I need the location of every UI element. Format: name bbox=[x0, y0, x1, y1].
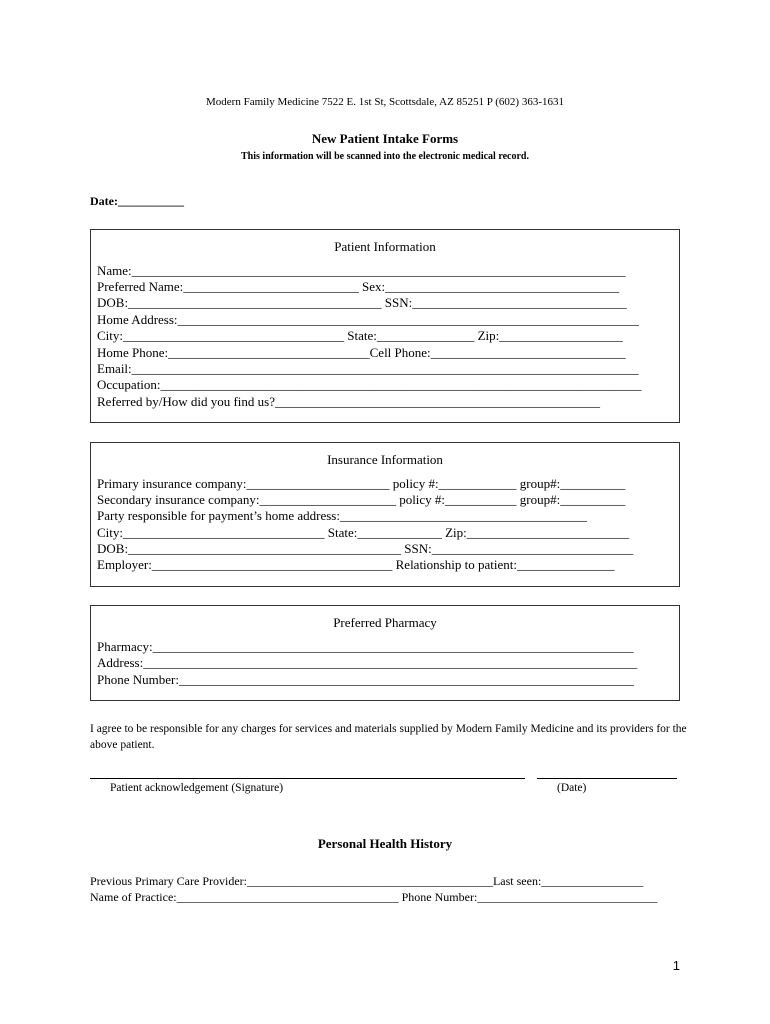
insurance-dob-ssn-field[interactable]: DOB:__________________________________________ SSN:_______________________________ bbox=[97, 541, 634, 556]
clinic-header: Modern Family Medicine 7522 E. 1st St, Scottsdale, AZ 85251 P (602) 363-1631 bbox=[206, 96, 564, 108]
pharmacy-address-field[interactable]: Address:____________________________________________________________________________ bbox=[97, 655, 638, 670]
signature-date-line[interactable] bbox=[537, 778, 677, 779]
phone-fields[interactable]: Home Phone:_______________________________Cell Phone:______________________________ bbox=[97, 345, 626, 360]
date-field[interactable]: Date:___________ bbox=[90, 194, 184, 208]
insurance-information-title: Insurance Information bbox=[327, 452, 443, 467]
pharmacy-field[interactable]: Pharmacy:__________________________________________________________________________ bbox=[97, 639, 634, 654]
primary-insurance-field[interactable]: Primary insurance company:______________________ policy #:____________ group#:__________ bbox=[97, 476, 626, 491]
city-state-zip-field[interactable]: City:__________________________________ State:_______________ Zip:___________________ bbox=[97, 328, 623, 343]
practice-phone-field[interactable]: Name of Practice:_____________________________________ Phone Number:______________________________ bbox=[90, 890, 658, 904]
insurance-city-state-zip-field[interactable]: City:_______________________________ State:_____________ Zip:_________________________ bbox=[97, 525, 630, 540]
home-address-field[interactable]: Home Address:_______________________________________________________________________ bbox=[97, 312, 640, 327]
occupation-field[interactable]: Occupation:__________________________________________________________________________ bbox=[97, 377, 642, 392]
signature-date-label: (Date) bbox=[557, 782, 587, 794]
form-subtitle: This information will be scanned into the electronic medical record. bbox=[241, 151, 529, 162]
signature-line[interactable] bbox=[90, 778, 525, 779]
preferred-name-sex-field[interactable]: Preferred Name:___________________________ Sex:____________________________________ bbox=[97, 279, 620, 294]
patient-information-section bbox=[90, 229, 680, 423]
responsible-party-address-field[interactable]: Party responsible for payment’s home address:______________________________________ bbox=[97, 508, 587, 523]
financial-agreement-text: I agree to be responsible for any charges for services and materials supplied by Modern Family Medicine and its providers for the above patient. bbox=[90, 723, 687, 751]
patient-information-title: Patient Information bbox=[334, 239, 436, 254]
form-title: New Patient Intake Forms bbox=[311, 131, 459, 146]
secondary-insurance-field[interactable]: Secondary insurance company:_____________________ policy #:___________ group#:__________ bbox=[97, 492, 626, 507]
referred-by-field[interactable]: Referred by/How did you find us?__________________________________________________ bbox=[97, 394, 600, 409]
dob-ssn-field[interactable]: DOB:_______________________________________ SSN:_________________________________ bbox=[97, 295, 627, 310]
preferred-pharmacy-title: Preferred Pharmacy bbox=[333, 615, 437, 630]
health-history-title: Personal Health History bbox=[317, 836, 453, 851]
page-number: 1 bbox=[672, 958, 680, 973]
email-field[interactable]: Email:______________________________________________________________________________ bbox=[97, 361, 639, 376]
employer-relationship-field[interactable]: Employer:_____________________________________ Relationship to patient:_______________ bbox=[97, 557, 615, 572]
previous-provider-field[interactable]: Previous Primary Care Provider:_________________________________________Last seen:_________________ bbox=[90, 874, 644, 888]
name-field[interactable]: Name:____________________________________________________________________________ bbox=[97, 263, 626, 278]
pharmacy-phone-field[interactable]: Phone Number:______________________________________________________________________ bbox=[97, 672, 634, 687]
signature-label: Patient acknowledgement (Signature) bbox=[110, 782, 284, 794]
insurance-information-section bbox=[90, 442, 680, 587]
preferred-pharmacy-section bbox=[90, 605, 680, 701]
